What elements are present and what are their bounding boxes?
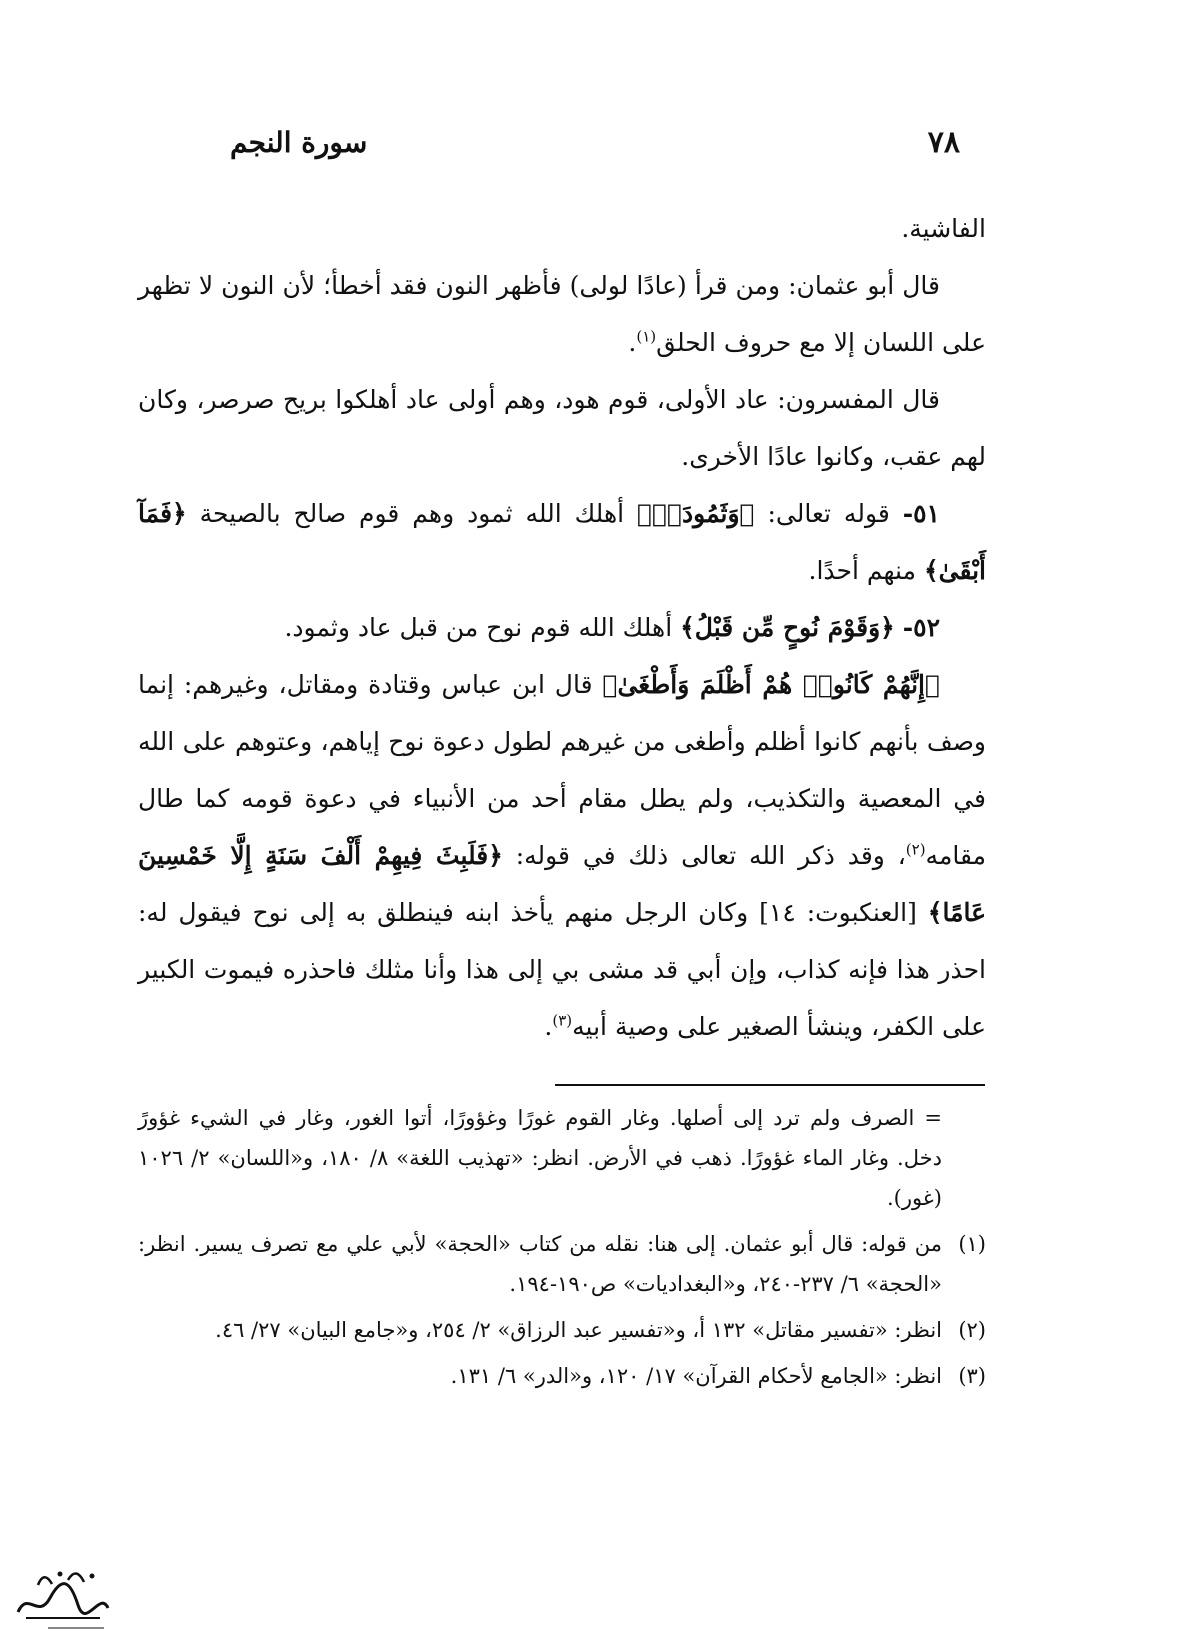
paragraph-text: قال ابن عباس وقتادة ومقاتل، وغيرهم: إنما وصف بأنهم كانوا أظلم وأطغى من غيرهم لطول دعوة نوح إياهم، وعتوهم على الله في المعصية والتكذيب، ولم يطل مقام أحد من الأنبياء في دعوة قومه كما طال مقامه — [138, 670, 986, 870]
footnote-number: (١) — [958, 1232, 986, 1256]
footnotes — [138, 1098, 986, 1402]
paragraph-text: قوله تعالى: — [767, 499, 890, 528]
paragraph-text: منهم أحدًا. — [808, 556, 916, 585]
paragraph — [138, 257, 986, 371]
paragraph-text: وكان الرجل منهم يأخذ ابنه فينطلق به إلى نوح فيقول له: احذر هذا فإنه كذاب، وإن أبي قد مشى بي إلى هذا وأنا مثلك فاحذره فيموت الكبير على الكفر، وينشأ الصغير على وصية أبيه — [138, 898, 986, 1041]
page-number: ٧٨ — [927, 124, 960, 160]
paragraph-text: قال أبو عثمان: ومن قرأ (عادًا لولى) فأظهر النون فقد أخطأ؛ لأن النون لا تظهر على اللسان إلا مع حروف الحلق — [138, 271, 986, 357]
footnote-marker: (٣) — [552, 1011, 573, 1030]
quran-quote: ﴿فَلَبِثَ فِيهِمْ أَلْفَ سَنَةٍ إِلَّا خَمْسِينَ عَامًا﴾ — [138, 841, 986, 927]
paragraph-text: أهلك الله قوم نوح من قبل عاد وثمود. — [284, 613, 673, 642]
footnote-number: (٢) — [958, 1318, 986, 1342]
page-header — [230, 118, 960, 166]
verse-number: ٥٢- — [902, 613, 940, 642]
quran-quote: ﴿فَمَآ أَبْقَىٰ﴾ — [138, 499, 986, 585]
footnote-divider — [555, 1084, 985, 1086]
quran-quote: ﴿وَثَمُودَا۟﴾ — [637, 499, 755, 528]
footnote-text: انظر: «تفسير مقاتل» ١٣٢ أ، و«تفسير عبد الرزاق» ٢/ ٢٥٤، و«جامع البيان» ٢٧/ ٤٦. — [215, 1318, 942, 1342]
paragraph-text: ، وقد ذكر الله تعالى ذلك في قوله: — [515, 841, 906, 870]
punctuation: . — [628, 328, 637, 357]
paragraph — [138, 656, 986, 1055]
paragraph-text: الفاشية. — [901, 214, 986, 243]
surah-title: سورة النجم — [230, 125, 368, 159]
footnote — [138, 1310, 986, 1350]
footnote — [138, 1356, 986, 1396]
footnote-text: من قوله: قال أبو عثمان. إلى هنا: نقله من كتاب «الحجة» لأبي علي مع تصرف يسير. انظر: «الحجة» ٦/ ٢٣٧-٢٤٠، و«البغداديات» ص١٩٠-١٩٤. — [138, 1232, 942, 1296]
quran-quote: ﴿إِنَّهُمْ كَانُوا۟ هُمْ أَظْلَمَ وَأَطْغَىٰ﴾ — [602, 670, 941, 699]
footnote-text: انظر: «الجامع لأحكام القرآن» ١٧/ ١٢٠، و«الدر» ٦/ ١٣١. — [450, 1364, 942, 1388]
footnote-continuation: = الصرف ولم ترد إلى أصلها. وغار القوم غورًا وغؤورًا، أتوا الغور، وغار في الشيء غؤورً دخل. وغار الماء غؤورًا. ذهب في الأرض. انظر: «تهذيب اللغة» ٨/ ١٨٠، و«اللسان» ٢/ ١٠٢٦ (غور). — [138, 1106, 942, 1210]
quran-quote: ﴿وَقَوْمَ نُوحٍ مِّن قَبْلُ﴾ — [680, 613, 895, 642]
quran-reference: [العنكبوت: ١٤] — [759, 898, 917, 927]
verse-52-paragraph — [138, 599, 986, 656]
footnote-marker: (١) — [636, 327, 657, 346]
verse-51-paragraph — [138, 485, 986, 599]
punctuation: . — [544, 1012, 553, 1041]
footnote-marker: (٢) — [905, 840, 926, 859]
footnote — [138, 1224, 986, 1304]
verse-number: ٥١- — [902, 499, 940, 528]
main-text — [138, 200, 986, 1055]
paragraph — [138, 371, 986, 485]
paragraph-text: قال المفسرون: عاد الأولى، قوم هود، وهم أولى عاد أهلكوا بريح صرصر، وكان لهم عقب، وكانوا عادًا الأخرى. — [138, 385, 986, 471]
paragraph-text: أهلك الله ثمود وهم قوم صالح بالصيحة — [199, 499, 625, 528]
publisher-logo — [8, 1550, 118, 1640]
paragraph — [138, 200, 986, 257]
footnote-number: (٣) — [958, 1364, 986, 1388]
